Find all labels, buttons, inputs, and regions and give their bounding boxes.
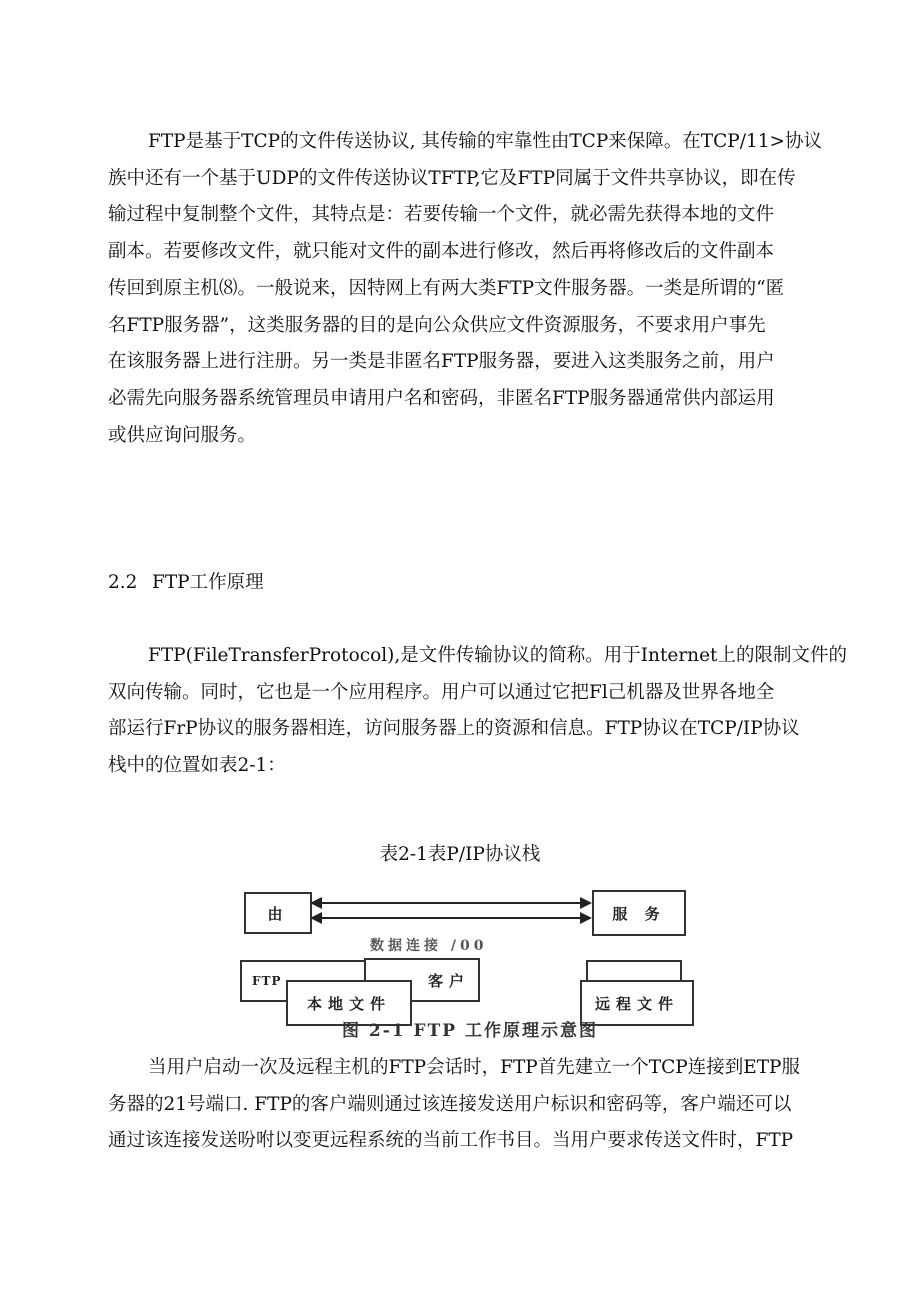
text-line: 通过该连接发送吩咐以变更远程系统的当前工作书目。当用户要求传送文件时，FTP: [108, 1130, 794, 1152]
text-line: 或供应询问服务。: [108, 424, 257, 446]
text-line: 当用户启动一次及远程主机的FTP会话时，FTP首先建立一个TCP连接到ETP服: [148, 1057, 800, 1078]
remote-file-box: 远程文件: [580, 980, 694, 1026]
text-line: 名FTP服务器”，这类服务器的目的是向公众供应文件资源服务，不要求用户事先: [108, 314, 766, 336]
section-heading: [108, 568, 264, 598]
figure-caption: 图 2-1 FTP 工作原理示意图: [342, 1021, 598, 1041]
text-line: FTP是基于TCP的文件传送协议, 其传输的牢靠性由TCP来保障。在TCP/11>协议: [148, 131, 822, 152]
table-caption: 表2-1表P/IP协议栈: [379, 844, 541, 865]
paragraph-ftp-session: [108, 1050, 838, 1160]
client-box: 客户: [364, 958, 480, 1002]
text-line: 传回到原主机⑻。一般说来，因特网上有两大类FTP文件服务器。一类是所谓的“匿: [108, 277, 785, 299]
left-box: 由: [244, 892, 312, 934]
arrowhead-right-icon: [580, 897, 592, 909]
arrowhead-left-icon: [310, 897, 322, 909]
text-line: 副本。若要修改文件，就只能对文件的副本进行修改，然后再将修改后的文件副本: [108, 241, 775, 263]
ftp-box: FTP: [240, 960, 378, 1002]
data-connection-label: 数据连接 /00: [370, 938, 488, 954]
text-line: 部运行FrP协议的服务器相连，访问服务器上的资源和信息。FTP协议在TCP/IP协议: [108, 718, 800, 740]
arrowhead-right-icon: [580, 912, 592, 924]
text-line: 在该服务器上进行注册。另一类是非匿名FTP服务器，要进入这类服务之前，用户: [108, 351, 775, 373]
paragraph-ftp-definition: [108, 638, 847, 785]
text-line: 栈中的位置如表2-1：: [108, 755, 286, 777]
local-file-box: 本地文件: [286, 980, 412, 1026]
section-title: FTP工作原理: [152, 572, 264, 593]
paragraph-ftp-intro: [108, 124, 838, 454]
server-box: 服 务: [592, 890, 686, 936]
text-line: 输过程中复制整个文件，其特点是：若要传输一个文件，就必需先获得本地的文件: [108, 204, 775, 226]
text-line: FTP(FileTransferProtocol),是文件传输协议的简称。用于Internet上的限制文件的: [148, 645, 847, 666]
ftp-diagram: [230, 880, 700, 1040]
text-line: 必需先向服务器系统管理员申请用户名和密码，非匿名FTP服务器通常供内部运用: [108, 387, 775, 409]
arrowhead-left-icon: [310, 912, 322, 924]
text-line: 双向传输。同时，它也是一个应用程序。用户可以通过它把Fl己机器及世界各地全: [108, 681, 775, 703]
text-line: 务器的21号端口. FTP的客户端则通过该连接发送用户标识和密码等，客户端还可以: [108, 1093, 792, 1115]
connection-arrows: [310, 894, 592, 928]
section-number: 2.2: [108, 572, 138, 593]
text-line: 族中还有一个基于UDP的文件传送协议TFTP,它及FTP同属于文件共享协议，即在传: [108, 167, 796, 189]
